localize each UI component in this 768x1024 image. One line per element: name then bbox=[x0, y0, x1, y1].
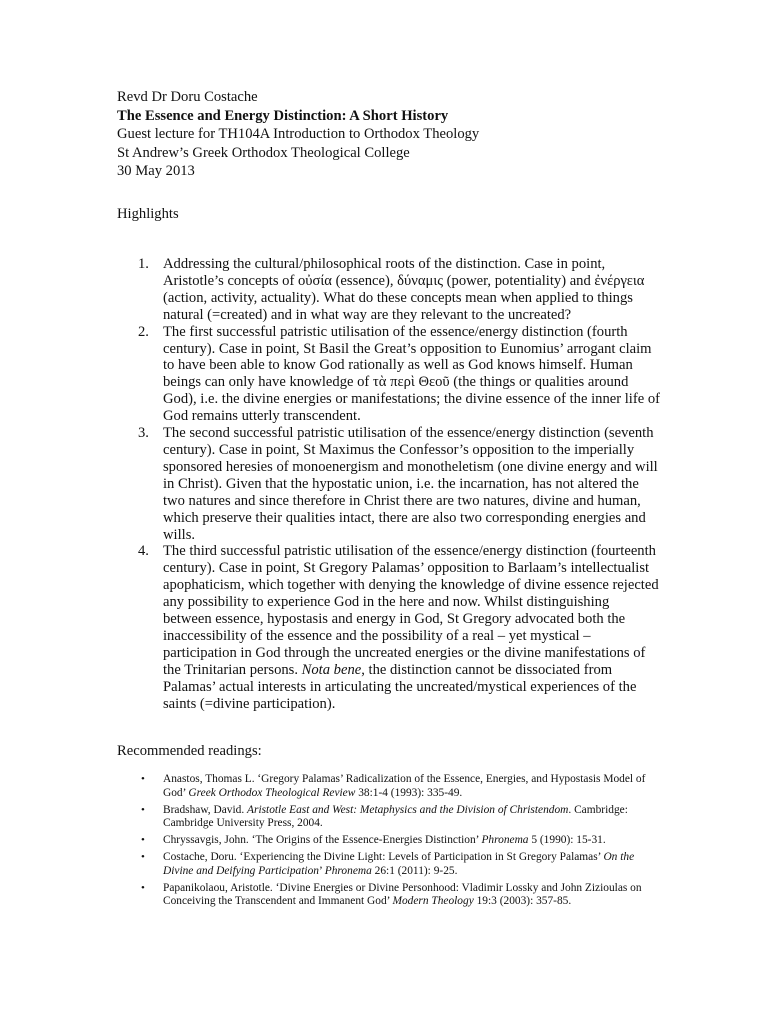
readings-heading: Recommended readings: bbox=[117, 743, 262, 759]
highlights-list bbox=[138, 256, 661, 712]
text-segment: , the distinction cannot be dissociated from Palamas’ actual interests in articulating the uncreated/mystical experiences of the saints (=divine participation). bbox=[163, 661, 637, 712]
reading-item bbox=[141, 881, 655, 909]
lecture-line: Guest lecture for TH104A Introduction to Orthodox Theology bbox=[117, 126, 480, 142]
bullet-icon: • bbox=[141, 851, 145, 864]
italic-text: On the Divine and Deifying Participation bbox=[163, 851, 635, 877]
italic-text: Modern Theology bbox=[392, 895, 474, 908]
text-segment: Anastos, Thomas L. ‘Gregory Palamas’ Radicalization of the Essence, Energies, and Hypostasis Model of God’ bbox=[163, 773, 646, 799]
highlight-item bbox=[138, 323, 661, 425]
italic-text: Greek Orthodox Theological Review bbox=[188, 786, 356, 799]
reading-item bbox=[141, 851, 655, 878]
highlight-item bbox=[138, 425, 661, 543]
italic-text: Aristotle East and West: Metaphysics and the Division of Christendom bbox=[247, 803, 569, 816]
document-header bbox=[117, 88, 677, 181]
highlight-number: 2. bbox=[138, 323, 149, 340]
reading-item bbox=[141, 834, 655, 848]
reading-item bbox=[141, 773, 655, 800]
bullet-icon: • bbox=[141, 773, 145, 785]
italic-text: Nota bene bbox=[301, 661, 362, 678]
text-segment: Costache, Doru. ‘Experiencing the Divine Light: Levels of Participation in St Gregory Palamas’ bbox=[163, 851, 604, 864]
text-segment: ’ bbox=[318, 864, 325, 877]
text-segment: Chryssavgis, John. ‘The Origins of the Essence-Energies Distinction’ bbox=[163, 834, 482, 847]
readings-list bbox=[141, 773, 655, 912]
text-segment: Papanikolaou, Aristotle. ‘Divine Energies or Divine Personhood: Vladimir Lossky and John Zizioulas on Conceiving the Transcendent and Immanent God’ bbox=[163, 881, 642, 908]
text-segment: The third successful patristic utilisation of the essence/energy distinction (fourteenth century). Case in point, St Gregory Palamas’ opposition to Barlaam’s intellectualist apophaticism, which together with denying the knowledge of divine essence rejected any possibility to experience God in the here and now. Whilst distinguishing between essence, hypostasis and energy in God, St Gregory advocated both the inaccessibility of the essence and the possibility of a real – yet mystical – participation in God through the uncreated energies or the divine manifestations of the Trinitarian persons. bbox=[163, 543, 659, 678]
reading-item bbox=[141, 803, 655, 831]
text-segment: The first successful patristic utilisation of the essence/energy distinction (fourth century). Case in point, St Basil the Great’s opposition to Eunomius’ arrogant claim to have been able to know God rationally as well as God knows himself. Human beings can only have knowledge of τὰ περὶ Θεοῦ (the things or qualities around God), i.e. the divine energies or manifestations; the divine essence of the inner life of God remains utterly transcendent. bbox=[163, 323, 660, 425]
text-segment: The second successful patristic utilisation of the essence/energy distinction (seventh century). Case in point, St Maximus the Confessor’s opposition to the imperially sponsored heresies of monoenergism and monotheletism (one divine energy and will in Christ). Given that the hypostatic union, i.e. the incarnation, has not altered the two natures and since therefore in Christ there are two natures, divine and human, which preserve their qualities intact, there are also two corresponding energies and wills. bbox=[163, 425, 658, 543]
bullet-icon: • bbox=[141, 834, 145, 847]
text-segment: 19:3 (2003): 357-85. bbox=[473, 895, 572, 908]
text-segment: 5 (1990): 15-31. bbox=[528, 834, 606, 847]
date-line: 30 May 2013 bbox=[117, 163, 195, 179]
text-segment: . Cambridge: Cambridge University Press, 2004. bbox=[163, 803, 628, 830]
text-segment: Bradshaw, David. bbox=[163, 803, 248, 816]
text-segment: Addressing the cultural/philosophical roots of the distinction. Case in point, Aristotle’s concepts of οὐσία (essence), δύναμις (power, potentiality) and ἐνέργεια (action, activity, actuality). What do these concepts mean when applied to things natural (=created) and in what way are they relevant to the uncreated? bbox=[163, 256, 645, 323]
text-segment: 26:1 (2011): 9-25. bbox=[371, 864, 458, 877]
highlight-number: 1. bbox=[138, 256, 149, 272]
italic-text: Phronema bbox=[481, 834, 529, 847]
document-title: The Essence and Energy Distinction: A Short History bbox=[117, 107, 449, 124]
institution-line: St Andrew’s Greek Orthodox Theological College bbox=[117, 144, 410, 161]
highlight-item bbox=[138, 543, 661, 712]
bullet-icon: • bbox=[141, 881, 145, 894]
bullet-icon: • bbox=[141, 803, 145, 816]
author-line: Revd Dr Doru Costache bbox=[117, 89, 258, 105]
italic-text: Phronema bbox=[324, 864, 372, 877]
highlight-item bbox=[138, 256, 661, 324]
text-segment: 38:1-4 (1993): 335-49. bbox=[355, 786, 463, 799]
highlight-number: 4. bbox=[138, 543, 149, 560]
highlight-number: 3. bbox=[138, 425, 149, 442]
highlights-heading: Highlights bbox=[117, 206, 179, 222]
